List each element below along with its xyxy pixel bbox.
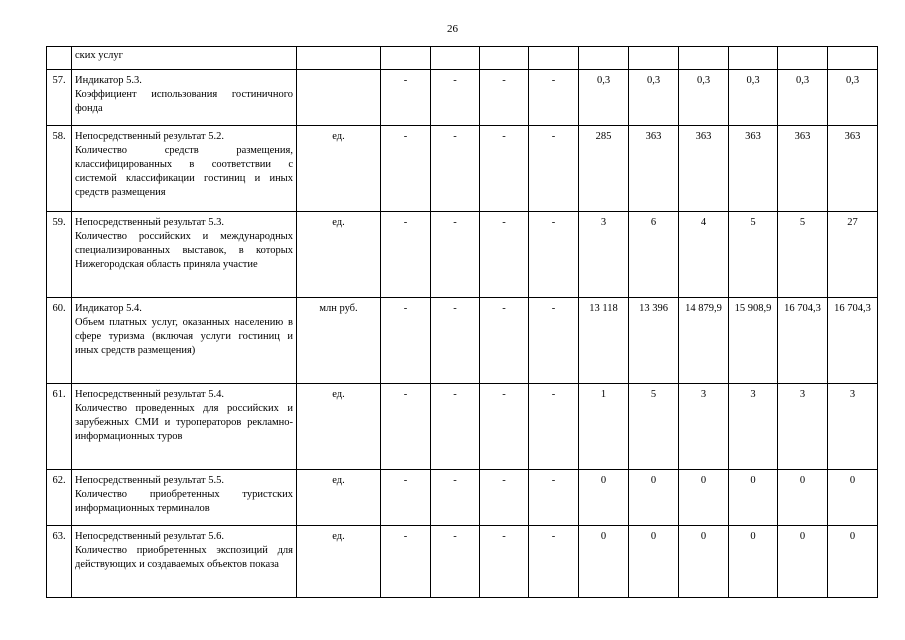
row-value: - xyxy=(381,212,431,298)
row-description-cell xyxy=(72,470,297,526)
row-value: 0 xyxy=(729,470,778,526)
row-description: Количество проведенных для российских и зарубежных СМИ и туроператоров рекламно-информационных туров xyxy=(75,403,293,442)
row-value: 14 879,9 xyxy=(679,298,729,384)
row-description-cell xyxy=(72,212,297,298)
row-value: - xyxy=(431,298,480,384)
row-value: - xyxy=(381,526,431,598)
row-value: 285 xyxy=(579,126,629,212)
row-value: 0 xyxy=(579,526,629,598)
row-value: 1 xyxy=(579,384,629,470)
row-value: - xyxy=(529,212,579,298)
row-number: 62. xyxy=(47,470,72,526)
row-description: Количество приобретенных туристских информационных терминалов xyxy=(75,489,293,514)
table-row xyxy=(47,298,878,384)
row-value: 0 xyxy=(679,470,729,526)
row-value: - xyxy=(381,126,431,212)
row-value: - xyxy=(480,526,529,598)
row-unit: ед. xyxy=(297,526,381,598)
row-title: Непосредственный результат 5.3. xyxy=(75,217,224,228)
row-value: 0 xyxy=(778,526,828,598)
row-value: 5 xyxy=(778,212,828,298)
row-value: 363 xyxy=(828,126,878,212)
row-unit: ед. xyxy=(297,212,381,298)
row-value: 16 704,3 xyxy=(828,298,878,384)
row-value: - xyxy=(529,470,579,526)
row-unit: ед. xyxy=(297,470,381,526)
value-cell xyxy=(778,47,828,70)
row-title: Непосредственный результат 5.6. xyxy=(75,531,224,542)
row-value: 6 xyxy=(629,212,679,298)
row-description: Коэффициент использования гостиничного фонда xyxy=(75,89,293,114)
row-value: - xyxy=(529,70,579,126)
value-cell xyxy=(828,47,878,70)
row-value: 16 704,3 xyxy=(778,298,828,384)
row-unit: ед. xyxy=(297,384,381,470)
value-cell xyxy=(381,47,431,70)
value-cell xyxy=(629,47,679,70)
row-title: Непосредственный результат 5.5. xyxy=(75,475,224,486)
row-value: 363 xyxy=(778,126,828,212)
row-title: Индикатор 5.3. xyxy=(75,75,142,86)
row-value: 0,3 xyxy=(579,70,629,126)
row-description-cell xyxy=(72,47,297,70)
row-value: - xyxy=(529,384,579,470)
row-description: Количество приобретенных экспозиций для действующих и создаваемых объектов показа xyxy=(75,545,293,570)
row-value: 0 xyxy=(629,470,679,526)
row-value: - xyxy=(480,470,529,526)
row-value: 0,3 xyxy=(729,70,778,126)
table-row xyxy=(47,70,878,126)
row-value: 5 xyxy=(729,212,778,298)
table-row xyxy=(47,384,878,470)
row-unit: млн руб. xyxy=(297,298,381,384)
row-value: 3 xyxy=(579,212,629,298)
row-description-cell xyxy=(72,126,297,212)
row-number: 59. xyxy=(47,212,72,298)
value-cell xyxy=(480,47,529,70)
row-value: - xyxy=(431,384,480,470)
row-value: - xyxy=(431,470,480,526)
value-cell xyxy=(579,47,629,70)
table-row xyxy=(47,470,878,526)
row-value: - xyxy=(480,384,529,470)
row-description-cell xyxy=(72,70,297,126)
row-value: 3 xyxy=(679,384,729,470)
row-value: 0,3 xyxy=(778,70,828,126)
row-number: 58. xyxy=(47,126,72,212)
row-description-cell xyxy=(72,298,297,384)
row-value: 0 xyxy=(828,526,878,598)
indicators-table xyxy=(46,46,878,598)
row-description-cell xyxy=(72,384,297,470)
row-value: 13 118 xyxy=(579,298,629,384)
row-value: - xyxy=(529,298,579,384)
row-number-cell xyxy=(47,47,72,70)
value-cell xyxy=(529,47,579,70)
row-unit xyxy=(297,70,381,126)
row-number: 60. xyxy=(47,298,72,384)
row-value: 0 xyxy=(579,470,629,526)
row-value: - xyxy=(431,126,480,212)
value-cell xyxy=(679,47,729,70)
row-value: 0 xyxy=(679,526,729,598)
row-description: Объем платных услуг, оказанных населению в сфере туризма (включая услуги гостиниц и иных средств размещения) xyxy=(75,317,293,356)
row-value: 4 xyxy=(679,212,729,298)
row-value: - xyxy=(480,212,529,298)
row-description-cell xyxy=(72,526,297,598)
row-value: - xyxy=(431,70,480,126)
page-number: 26 xyxy=(447,23,458,35)
row-description: Количество средств размещения, классифицированных в соответствии с системой классификации гостиниц и иных средств размещения xyxy=(75,145,293,198)
row-title: Индикатор 5.4. xyxy=(75,303,142,314)
row-value: - xyxy=(381,384,431,470)
row-value: 363 xyxy=(679,126,729,212)
row-value: 3 xyxy=(729,384,778,470)
table-row-continuation xyxy=(47,47,878,70)
value-cell xyxy=(729,47,778,70)
row-value: 0 xyxy=(778,470,828,526)
row-value: - xyxy=(480,70,529,126)
row-value: - xyxy=(381,298,431,384)
row-description: Количество российских и международных специализированных выставок, в которых Нижегородская область приняла участие xyxy=(75,231,293,270)
row-title: Непосредственный результат 5.2. xyxy=(75,131,224,142)
table-body xyxy=(47,47,878,598)
row-value: - xyxy=(480,298,529,384)
row-description: ских услуг xyxy=(75,50,123,61)
table-row xyxy=(47,526,878,598)
row-value: - xyxy=(480,126,529,212)
row-value: 0,3 xyxy=(828,70,878,126)
row-value: 0,3 xyxy=(679,70,729,126)
unit-cell xyxy=(297,47,381,70)
row-value: - xyxy=(431,526,480,598)
row-value: 27 xyxy=(828,212,878,298)
row-value: 5 xyxy=(629,384,679,470)
row-value: 0 xyxy=(729,526,778,598)
row-value: - xyxy=(381,70,431,126)
row-value: 0 xyxy=(828,470,878,526)
row-value: - xyxy=(431,212,480,298)
row-value: 0,3 xyxy=(629,70,679,126)
row-number: 61. xyxy=(47,384,72,470)
row-value: 0 xyxy=(629,526,679,598)
row-value: 363 xyxy=(729,126,778,212)
row-value: 13 396 xyxy=(629,298,679,384)
table-row xyxy=(47,212,878,298)
table-row xyxy=(47,126,878,212)
value-cell xyxy=(431,47,480,70)
row-number: 57. xyxy=(47,70,72,126)
row-value: - xyxy=(529,126,579,212)
row-value: 363 xyxy=(629,126,679,212)
row-unit: ед. xyxy=(297,126,381,212)
row-title: Непосредственный результат 5.4. xyxy=(75,389,224,400)
row-value: 3 xyxy=(778,384,828,470)
row-value: - xyxy=(529,526,579,598)
row-value: - xyxy=(381,470,431,526)
row-value: 3 xyxy=(828,384,878,470)
row-number: 63. xyxy=(47,526,72,598)
row-value: 15 908,9 xyxy=(729,298,778,384)
